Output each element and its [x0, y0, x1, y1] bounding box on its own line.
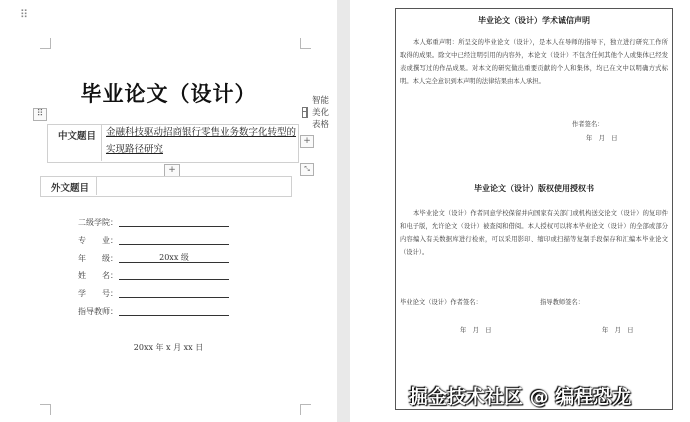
crop-mark: [300, 404, 311, 415]
author-sign-label: 作者签名：: [572, 121, 604, 128]
en-topic-label: 外文题目: [51, 183, 90, 194]
crop-mark: [40, 38, 51, 49]
field-label: 姓 名：: [78, 271, 118, 280]
cover-date: 20xx 年 x 月 xx 日: [133, 343, 204, 352]
field-value[interactable]: 20xx 级: [159, 253, 189, 262]
date-line-left: 年 月 日: [460, 327, 492, 334]
thesis-title: 毕业论文（设计）: [80, 82, 257, 106]
date-line: 年 月 日: [586, 135, 618, 142]
cn-topic-line1[interactable]: 金融科技驱动招商银行零售业务数字化转型的: [106, 127, 297, 138]
field-line[interactable]: [119, 279, 229, 280]
field-label: 专 业：: [78, 236, 118, 245]
table-move-icon[interactable]: ⠿: [33, 108, 47, 121]
field-line[interactable]: [119, 297, 229, 298]
field-line[interactable]: [119, 315, 229, 316]
date-line-right: 年 月 日: [602, 327, 634, 334]
page-gap: [337, 0, 350, 422]
smart-table-label: 智能美化表格: [312, 96, 330, 130]
integrity-title: 毕业论文（设计）学术诚信声明: [478, 15, 590, 25]
field-label: 二级学院：: [78, 218, 118, 227]
field-line[interactable]: [119, 226, 229, 227]
crop-mark: [40, 404, 51, 415]
table-icon: [302, 107, 308, 118]
field-label: 年 级：: [78, 254, 118, 263]
field-label: 指导教师：: [78, 307, 118, 316]
author-sign2-label: 毕业论文（设计）作者签名：: [400, 299, 482, 306]
advisor-sign-label: 指导教师签名：: [540, 299, 585, 306]
drag-handle-icon[interactable]: ⠿: [20, 8, 29, 21]
smart-table-button[interactable]: [300, 96, 337, 130]
integrity-body: 本人郑重声明：所呈交的毕业论文（设计），是本人在导师的指导下，独立进行研究工作所取得的成果。除文中已经注明引用的内容外，本论文（设计）不包含任何其他个人或集体已经发表或撰写过的作品成果。对本文的研究做出重要贡献的个人和集体，均已在文中以明确方式标明。本人完全意识到本声明的法律结果由本人承担。: [400, 39, 668, 85]
copyright-body: 本毕业论文（设计）作者同意学校保留并向国家有关部门或机构送交论文（设计）的复印件和电子版，允许论文（设计）被查阅和借阅。本人授权可以将本毕业论文（设计）的全部或部分内容编入有关数据库进行检索，可以采用影印、缩印或扫描等复制手段保存和汇编本毕业论文（设计）。: [400, 210, 668, 256]
document-page-left: [0, 0, 337, 422]
watermark: 掘金技术社区 @ 编程恐龙: [409, 386, 632, 408]
cn-topic-label: 中文题目: [58, 131, 97, 142]
add-row-button[interactable]: +: [164, 164, 180, 177]
add-column-button[interactable]: +: [300, 135, 314, 148]
table-resize-icon[interactable]: ⤡: [300, 163, 314, 176]
field-label: 学 号：: [78, 289, 118, 298]
document-page-right: [350, 0, 690, 422]
copyright-title: 毕业论文（设计）版权使用授权书: [474, 183, 594, 193]
cn-topic-line2[interactable]: 实现路径研究: [106, 144, 164, 155]
declaration-box: [395, 8, 673, 410]
field-line[interactable]: [119, 244, 229, 245]
crop-mark: [300, 38, 311, 49]
